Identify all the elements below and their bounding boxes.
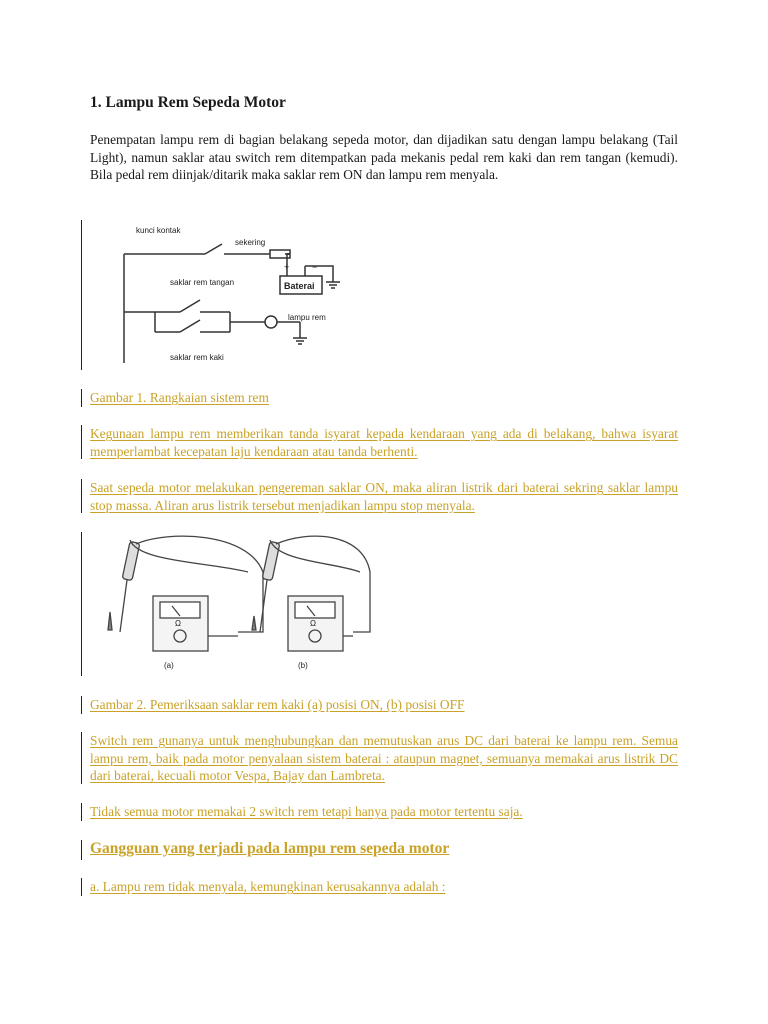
tidak-paragraph[interactable]: Tidak semua motor memakai 2 switch rem tetapi hanya pada motor tertentu saja.	[90, 804, 523, 819]
figure-2-multimeter-diagram	[98, 532, 378, 676]
kegunaan-paragraph[interactable]: Kegunaan lampu rem memberikan tanda isyarat kepada kendaraan yang ada di belakang, bahwa isyarat memperlambat kecepatan laju kendaraan atau tanda berhenti.	[90, 426, 678, 459]
saat-bar	[81, 479, 82, 513]
ohm-symbol-b: Ω	[310, 619, 316, 628]
label-baterai: Baterai	[284, 281, 315, 291]
label-minus: −	[312, 262, 318, 272]
page-title: 1. Lampu Rem Sepeda Motor	[90, 94, 286, 111]
ohm-symbol-a: Ω	[175, 619, 181, 628]
gangguan-heading[interactable]: Gangguan yang terjadi pada lampu rem sepeda motor	[90, 840, 450, 857]
label-b: (b)	[298, 661, 308, 670]
caption-1-bar	[81, 389, 82, 407]
figure-2-caption[interactable]: Gambar 2. Pemeriksaan saklar rem kaki (a) posisi ON, (b) posisi OFF	[90, 697, 465, 712]
switch-bar	[81, 732, 82, 784]
gangguan-bar	[81, 840, 82, 860]
saat-paragraph[interactable]: Saat sepeda motor melakukan pengereman saklar ON, maka aliran listrik dari baterai sekring saklar lampu stop massa. Aliran arus listrik tersebut menjadikan lampu stop menyala.	[90, 480, 678, 513]
figure-1-caption[interactable]: Gambar 1. Rangkaian sistem rem	[90, 390, 269, 405]
item-a-text[interactable]: a. Lampu rem tidak menyala, kemungkinan kerusakannya adalah :	[90, 879, 446, 894]
figure-2-bar	[81, 532, 82, 676]
label-lampu-rem: lampu rem	[288, 313, 326, 322]
label-saklar-rem-kaki: saklar rem kaki	[170, 353, 224, 362]
item-a-bar	[81, 878, 82, 896]
label-a: (a)	[164, 661, 174, 670]
figure-1-bar	[81, 220, 82, 370]
tidak-bar	[81, 803, 82, 821]
kegunaan-bar	[81, 425, 82, 459]
figure-1-circuit-diagram	[100, 220, 360, 370]
switch-paragraph[interactable]: Switch rem gunanya untuk menghubungkan dan memutuskan arus DC dari baterai ke lampu rem. Semua lampu rem, baik pada motor penyalaan sistem baterai : ataupun magnet, semuanya memakai arus listrik DC dari baterai, kecuali motor Vespa, Bajay dan Lambreta.	[90, 733, 678, 783]
label-kunci-kontak: kunci kontak	[136, 226, 181, 235]
label-plus: +	[284, 262, 290, 272]
caption-2-bar	[81, 696, 82, 714]
label-saklar-rem-tangan: saklar rem tangan	[170, 278, 235, 287]
intro-paragraph: Penempatan lampu rem di bagian belakang sepeda motor, dan dijadikan satu dengan lampu belakang (Tail Light), namun saklar atau switch rem ditempatkan pada mekanis pedal rem kaki dan rem tangan (kemudi). Bila pedal rem diinjak/ditarik maka saklar rem ON dan lampu rem menyala.	[90, 132, 678, 182]
label-sekering: sekering	[235, 238, 266, 247]
